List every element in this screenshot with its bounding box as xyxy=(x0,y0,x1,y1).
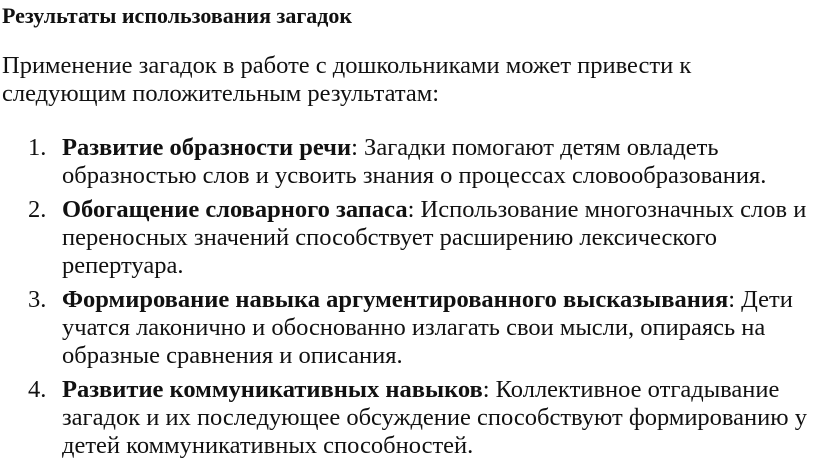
intro-paragraph: Применение загадок в работе с дошкольниками может привести к следующим положительным результатам: xyxy=(2,52,692,107)
list-item-description: : Дети учатся лаконично и обоснованно излагать свои мысли, опираясь на образные сравнения и описания. xyxy=(62,286,793,369)
list-item-number: 4. xyxy=(28,376,47,403)
list-item-term: Обогащение словарного запаса xyxy=(62,196,408,223)
list-item xyxy=(0,196,816,280)
list-item-description: : Использование многозначных слов и переносных значений способствует расширению лексического репертуара. xyxy=(62,196,807,279)
list-item-number: 3. xyxy=(28,286,47,313)
document-title: Результаты использования загадок xyxy=(2,3,353,28)
results-list xyxy=(0,134,816,466)
list-item-term: Формирование навыка аргументированного высказывания xyxy=(62,286,729,313)
list-item-description: : Коллективное отгадывание загадок и их последующее обсуждение способствуют формированию у детей коммуникативных способностей. xyxy=(62,376,807,459)
list-item xyxy=(0,134,816,190)
list-item xyxy=(0,286,816,370)
list-item-term: Развитие коммуникативных навыков xyxy=(62,376,483,403)
list-item-term: Развитие образности речи xyxy=(62,134,352,161)
list-item-description: : Загадки помогают детям овладеть образностью слов и усвоить знания о процессах словообразования. xyxy=(62,134,767,189)
list-item-number: 1. xyxy=(28,134,47,161)
list-item-number: 2. xyxy=(28,196,47,223)
list-item xyxy=(0,376,816,460)
